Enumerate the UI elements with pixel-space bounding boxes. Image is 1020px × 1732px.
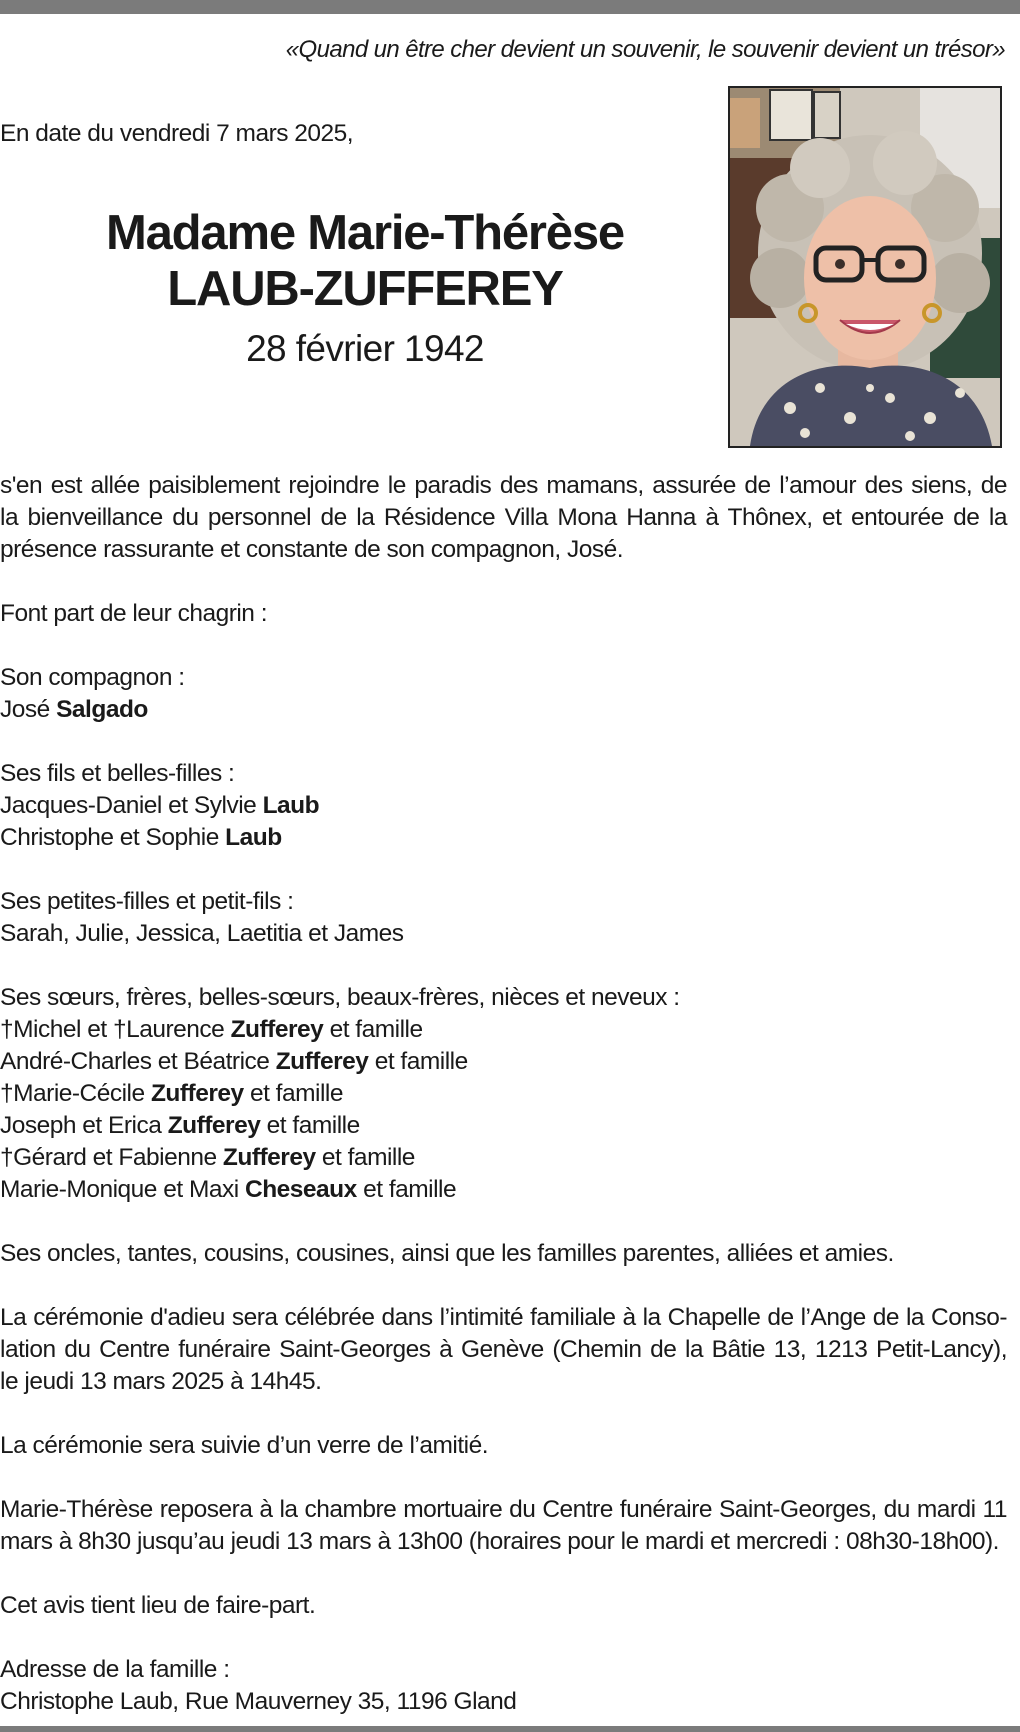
ceremony-line1: La cérémonie d'adieu sera célébrée dans l’intimité familiale à la Chapelle de l’Ange de la Conso- <box>0 1304 1007 1331</box>
viewing-line1: Marie-Thérèse reposera à la chambre mortuaire du Centre funéraire Saint-Georges, du mardi 11 <box>0 1496 1007 1523</box>
entry-suffix: et famille <box>321 1144 415 1171</box>
viewing-line2: mars à 8h30 jusqu’au jeudi 13 mars à 13h00 (horaires pour le mardi et mercredi : 08h30-18h00). <box>0 1528 999 1555</box>
entry-suffix: et famille <box>374 1048 468 1075</box>
sons-heading: Ses fils et belles-filles : <box>0 760 235 787</box>
ceremony-line2: lation du Centre funéraire Saint-Georges à Genève (Chemin de la Bâtie 13, 1213 Petit-Lancy), <box>0 1336 1007 1363</box>
siblings-entry <box>0 1174 1020 1206</box>
companion-heading: Son compagnon : <box>0 664 185 691</box>
entry-suffix: et famille <box>249 1080 343 1107</box>
grandchildren-heading: Ses petites-filles et petit-fils : <box>0 888 294 915</box>
entry-last: Zufferey <box>275 1048 369 1075</box>
siblings-entry <box>0 1142 1020 1174</box>
relatives-line: Ses oncles, tantes, cousins, cousines, ainsi que les familles parentes, alliées et amies. <box>0 1240 894 1267</box>
deceased-name-line2: LAUB-ZUFFEREY <box>167 262 563 316</box>
siblings-heading: Ses sœurs, frères, belles-sœurs, beaux-frères, nièces et neveux : <box>0 984 680 1011</box>
entry-first: †Marie-Cécile <box>0 1080 145 1107</box>
portrait-photo <box>728 86 1002 448</box>
address-heading: Adresse de la famille : <box>0 1656 230 1683</box>
notice-line: Cet avis tient lieu de faire-part. <box>0 1592 316 1619</box>
epigraph-quote: «Quand un être cher devient un souvenir, le souvenir devient un trésor» <box>285 36 1005 63</box>
siblings-entry <box>0 1078 1020 1110</box>
entry-suffix: et famille <box>266 1112 360 1139</box>
siblings-entry <box>0 1110 1020 1142</box>
entry-last: Zufferey <box>167 1112 261 1139</box>
portrait-illustration <box>730 88 1000 446</box>
siblings-entry <box>0 1014 1020 1046</box>
sons-entry <box>0 822 1020 854</box>
entry-last: Zufferey <box>222 1144 316 1171</box>
entry-last: Laub <box>262 792 320 819</box>
companion-first: José <box>0 696 50 723</box>
entry-suffix: et famille <box>363 1176 457 1203</box>
entry-last: Cheseaux <box>245 1176 357 1203</box>
obituary-body <box>0 470 1020 1718</box>
birth-date: 28 février 1942 <box>246 328 484 369</box>
entry-first: Joseph et Erica <box>0 1112 162 1139</box>
deceased-name-line1: Madame Marie-Thérèse <box>106 206 624 260</box>
reception-line: La cérémonie sera suivie d’un verre de l’amitié. <box>0 1432 489 1459</box>
grandchildren-names: Sarah, Julie, Jessica, Laetitia et James <box>0 920 404 947</box>
ceremony-line3: le jeudi 13 mars 2025 à 14h45. <box>0 1368 322 1395</box>
companion-last: Salgado <box>56 696 148 723</box>
entry-last: Laub <box>225 824 282 851</box>
address-value: Christophe Laub, Rue Mauverney 35, 1196 Gland <box>0 1688 517 1715</box>
top-border <box>0 0 1020 14</box>
deceased-name-block <box>40 205 690 371</box>
entry-first: Christophe et Sophie <box>0 824 219 851</box>
entry-first: †Gérard et Fabienne <box>0 1144 217 1171</box>
siblings-entry <box>0 1046 1020 1078</box>
bottom-border <box>0 1726 1020 1732</box>
paragraph1-line3: présence rassurante et constante de son compagnon, José. <box>0 536 624 563</box>
entry-suffix: et famille <box>329 1016 423 1043</box>
entry-last: Zufferey <box>150 1080 244 1107</box>
paragraph1-line1: s'en est allée paisiblement rejoindre le paradis des mamans, assurée de l’amour des siens, de <box>0 472 1007 499</box>
font-part-line: Font part de leur chagrin : <box>0 600 268 627</box>
sons-entry <box>0 790 1020 822</box>
entry-first: André-Charles et Béatrice <box>0 1048 270 1075</box>
entry-first: †Michel et †Laurence <box>0 1016 225 1043</box>
entry-last: Zufferey <box>230 1016 324 1043</box>
entry-first: Jacques-Daniel et Sylvie <box>0 792 257 819</box>
date-line: En date du vendredi 7 mars 2025, <box>0 120 354 147</box>
entry-first: Marie-Monique et Maxi <box>0 1176 239 1203</box>
paragraph1-line2: la bienveillance du personnel de la Résidence Villa Mona Hanna à Thônex, et entourée de la <box>0 504 1007 531</box>
companion-entry <box>0 694 1020 726</box>
